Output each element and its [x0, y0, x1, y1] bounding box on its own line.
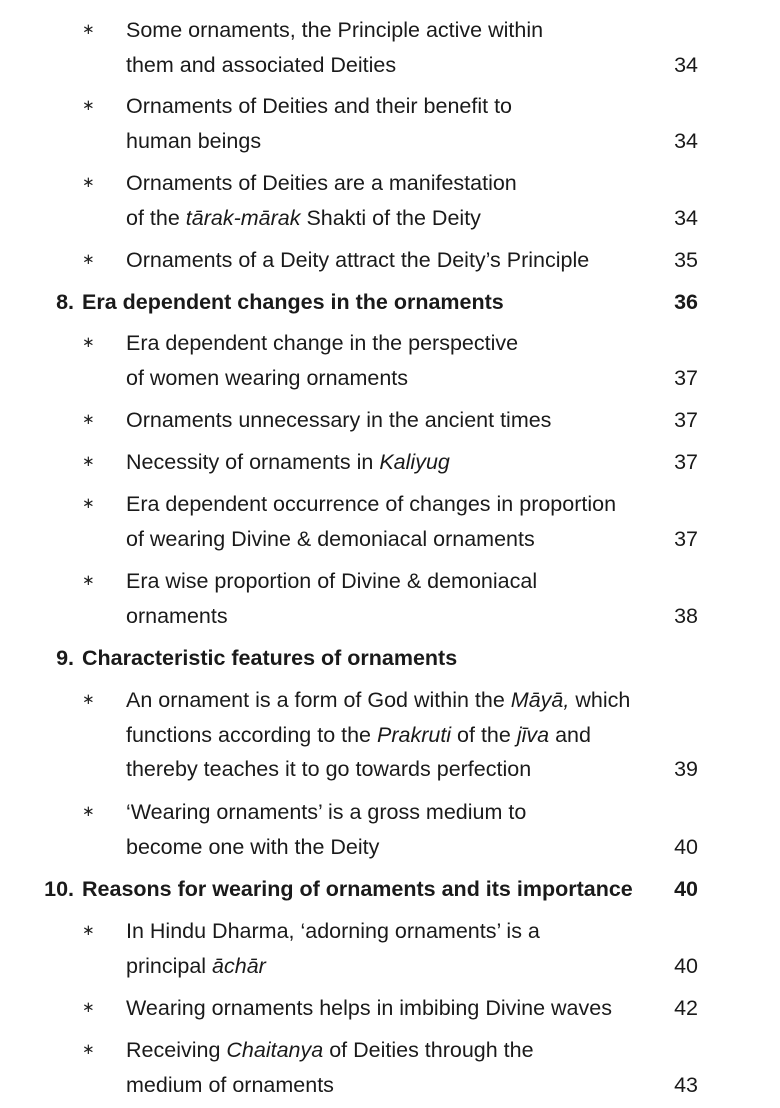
title-text: Shakti of the Deity: [300, 205, 481, 230]
title-text: Some ornaments, the Principle active within: [126, 18, 544, 42]
title-text: of Deities through the: [323, 1038, 534, 1062]
bullet-icon: ∗: [82, 97, 95, 114]
title-line: [126, 752, 666, 787]
title-text: Era dependent changes in the ornaments: [82, 290, 504, 314]
title-line: [126, 795, 666, 830]
title-line: [126, 522, 666, 557]
entry-title: [126, 564, 666, 633]
italic-term: āchār: [212, 953, 266, 978]
entry-title: [126, 1033, 666, 1102]
title-line: [126, 13, 666, 48]
bullet-icon: ∗: [82, 495, 95, 512]
title-line: [126, 914, 666, 949]
title-line: [126, 403, 666, 438]
title-line: [126, 718, 666, 753]
title-text: become one with the Deity: [126, 834, 380, 859]
section-number: 8.: [56, 290, 74, 314]
title-text: In Hindu Dharma, ‘adorning ornaments’ is a: [126, 919, 540, 943]
page-number: 40: [674, 953, 698, 978]
title-text: human beings: [126, 128, 262, 153]
entry-title: [126, 166, 666, 235]
title-text: Era wise proportion of Divine & demoniacal: [126, 569, 538, 593]
page-number: 36: [674, 290, 698, 314]
page-number: 42: [674, 996, 698, 1020]
italic-term: Prakruti: [377, 722, 452, 747]
title-line: [126, 361, 666, 396]
title-line: [126, 564, 666, 599]
title-text: Era dependent change in the perspective: [126, 331, 519, 355]
page-number: 37: [674, 526, 698, 551]
title-text: principal: [126, 953, 213, 978]
title-line: [126, 124, 666, 159]
title-text: of the: [126, 205, 186, 230]
page-number: 37: [674, 408, 698, 432]
italic-term: Chaitanya: [226, 1038, 324, 1062]
page-number: 37: [674, 365, 698, 390]
title-text: Characteristic features of ornaments: [82, 646, 458, 670]
bullet-icon: ∗: [82, 803, 95, 820]
section-title: [82, 285, 682, 320]
title-text: of women wearing ornaments: [126, 365, 409, 390]
page-number: 39: [674, 757, 698, 781]
title-line: [126, 48, 666, 83]
title-text: Receiving: [126, 1038, 227, 1062]
title-line: [82, 872, 682, 907]
bullet-icon: ∗: [82, 1041, 95, 1058]
bullet-icon: ∗: [82, 453, 95, 470]
entry-title: [126, 403, 666, 438]
bullet-icon: ∗: [82, 691, 95, 708]
entry-title: [126, 13, 666, 82]
title-text: of wearing Divine & demoniacal ornaments: [126, 526, 535, 551]
section-title: [82, 641, 682, 676]
title-text: which: [569, 688, 631, 712]
title-text: medium of ornaments: [126, 1072, 334, 1097]
bullet-icon: ∗: [82, 999, 95, 1016]
title-line: [126, 599, 666, 634]
title-text: functions according to the: [126, 722, 377, 747]
title-text: Wearing ornaments helps in imbibing Divine waves: [126, 996, 612, 1020]
page-number: 34: [674, 128, 698, 153]
entry-title: [126, 914, 666, 983]
title-text: Ornaments of Deities are a manifestation: [126, 171, 517, 195]
bullet-icon: ∗: [82, 334, 95, 351]
italic-term: tārak-mārak: [185, 205, 301, 230]
italic-term: Māyā,: [510, 688, 570, 712]
title-line: [126, 949, 666, 984]
title-line: [126, 445, 666, 480]
section-number: 9.: [56, 646, 74, 670]
page-number: 38: [674, 603, 698, 628]
page-number: 34: [674, 52, 698, 77]
section-title: [82, 872, 682, 907]
bullet-icon: ∗: [82, 21, 95, 38]
title-line: [126, 683, 666, 718]
title-line: [126, 243, 666, 278]
title-line: [126, 991, 666, 1026]
title-text: and: [549, 722, 591, 747]
title-text: Era dependent occurrence of changes in proportion: [126, 492, 617, 516]
title-text: Reasons for wearing of ornaments and its importance: [82, 877, 633, 901]
title-line: [126, 326, 666, 361]
bullet-icon: ∗: [82, 572, 95, 589]
title-text: thereby teaches it to go towards perfection: [126, 757, 532, 781]
entry-title: [126, 795, 666, 864]
title-text: Ornaments of a Deity attract the Deity’s Principle: [126, 248, 590, 272]
page-number: 40: [674, 877, 698, 901]
entry-title: [126, 326, 666, 395]
bullet-icon: ∗: [82, 251, 95, 268]
page-number: 34: [674, 205, 698, 230]
bullet-icon: ∗: [82, 411, 95, 428]
title-text: Ornaments of Deities and their benefit to: [126, 94, 513, 118]
bullet-icon: ∗: [82, 174, 95, 191]
title-text: them and associated Deities: [126, 52, 397, 77]
title-line: [126, 830, 666, 865]
title-text: ‘Wearing ornaments’ is a gross medium to: [126, 800, 527, 824]
italic-term: jīva: [516, 722, 550, 747]
entry-title: [126, 243, 666, 278]
title-line: [82, 641, 682, 676]
entry-title: [126, 991, 666, 1026]
italic-term: Kaliyug: [379, 450, 450, 474]
title-text: Ornaments unnecessary in the ancient times: [126, 408, 552, 432]
title-text: ornaments: [126, 603, 228, 628]
title-line: [126, 89, 666, 124]
page-number: 35: [674, 248, 698, 272]
entry-title: [126, 445, 666, 480]
page-number: 37: [674, 450, 698, 474]
title-text: Necessity of ornaments in: [126, 450, 380, 474]
title-line: [126, 1068, 666, 1103]
entry-title: [126, 89, 666, 158]
section-number: 10.: [44, 877, 74, 901]
title-line: [126, 487, 666, 522]
title-line: [126, 166, 666, 201]
page-number: 40: [674, 834, 698, 859]
entry-title: [126, 487, 666, 556]
title-line: [126, 201, 666, 236]
title-text: An ornament is a form of God within the: [126, 688, 511, 712]
title-line: [126, 1033, 666, 1068]
bullet-icon: ∗: [82, 922, 95, 939]
entry-title: [126, 683, 666, 787]
page-number: 43: [674, 1072, 698, 1097]
title-text: of the: [451, 722, 517, 747]
title-line: [82, 285, 682, 320]
